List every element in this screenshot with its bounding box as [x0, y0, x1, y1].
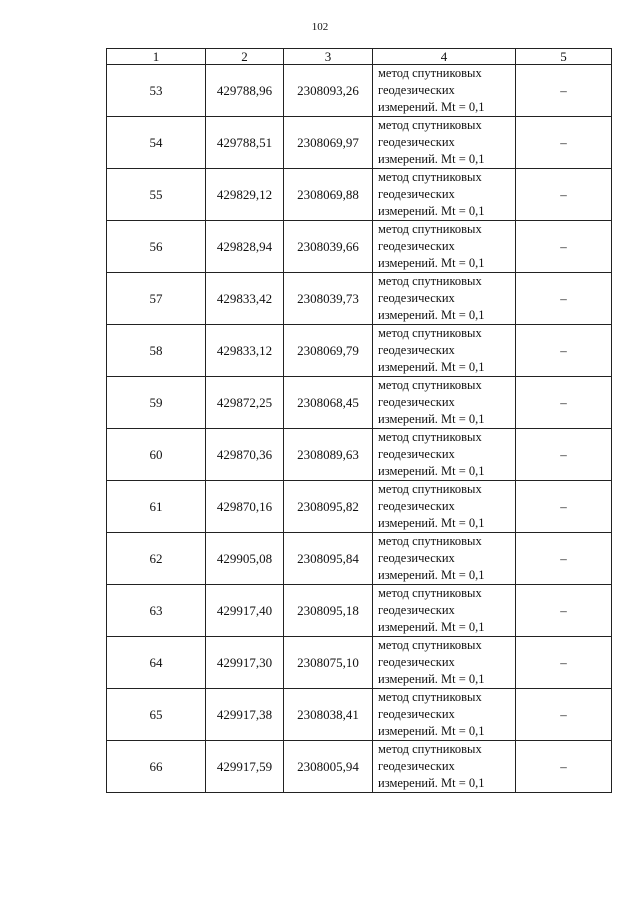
x-coordinate-cell: 429833,12	[206, 325, 284, 377]
y-coordinate-cell: 2308075,10	[284, 637, 373, 689]
point-number-cell: 63	[107, 585, 206, 637]
table-row	[107, 429, 612, 481]
table-row	[107, 273, 612, 325]
method-cell: метод спутниковых геодезических измерений. Mt = 0,1	[373, 65, 516, 117]
point-number-cell: 60	[107, 429, 206, 481]
method-cell: метод спутниковых геодезических измерений. Mt = 0,1	[373, 741, 516, 793]
note-cell: –	[516, 377, 612, 429]
note-cell: –	[516, 689, 612, 741]
x-coordinate-cell: 429833,42	[206, 273, 284, 325]
method-cell: метод спутниковых геодезических измерений. Mt = 0,1	[373, 481, 516, 533]
note-cell: –	[516, 325, 612, 377]
method-cell: метод спутниковых геодезических измерений. Mt = 0,1	[373, 429, 516, 481]
table-row	[107, 741, 612, 793]
x-coordinate-cell: 429788,96	[206, 65, 284, 117]
note-cell: –	[516, 637, 612, 689]
point-number-cell: 56	[107, 221, 206, 273]
x-coordinate-cell: 429917,30	[206, 637, 284, 689]
y-coordinate-cell: 2308095,82	[284, 481, 373, 533]
point-number-cell: 58	[107, 325, 206, 377]
y-coordinate-cell: 2308068,45	[284, 377, 373, 429]
x-coordinate-cell: 429917,59	[206, 741, 284, 793]
method-cell: метод спутниковых геодезических измерений. Mt = 0,1	[373, 273, 516, 325]
column-header: 2	[206, 49, 284, 65]
table-row	[107, 481, 612, 533]
method-cell: метод спутниковых геодезических измерений. Mt = 0,1	[373, 169, 516, 221]
y-coordinate-cell: 2308038,41	[284, 689, 373, 741]
x-coordinate-cell: 429829,12	[206, 169, 284, 221]
method-cell: метод спутниковых геодезических измерений. Mt = 0,1	[373, 689, 516, 741]
table-row	[107, 117, 612, 169]
column-header: 3	[284, 49, 373, 65]
x-coordinate-cell: 429872,25	[206, 377, 284, 429]
point-number-cell: 64	[107, 637, 206, 689]
method-cell: метод спутниковых геодезических измерений. Mt = 0,1	[373, 117, 516, 169]
point-number-cell: 55	[107, 169, 206, 221]
table-header-row	[107, 49, 612, 65]
column-header: 4	[373, 49, 516, 65]
method-cell: метод спутниковых геодезических измерений. Mt = 0,1	[373, 585, 516, 637]
note-cell: –	[516, 169, 612, 221]
method-cell: метод спутниковых геодезических измерений. Mt = 0,1	[373, 325, 516, 377]
method-cell: метод спутниковых геодезических измерений. Mt = 0,1	[373, 637, 516, 689]
table-row	[107, 637, 612, 689]
y-coordinate-cell: 2308005,94	[284, 741, 373, 793]
y-coordinate-cell: 2308069,97	[284, 117, 373, 169]
x-coordinate-cell: 429870,36	[206, 429, 284, 481]
x-coordinate-cell: 429905,08	[206, 533, 284, 585]
method-cell: метод спутниковых геодезических измерений. Mt = 0,1	[373, 533, 516, 585]
table-row	[107, 533, 612, 585]
y-coordinate-cell: 2308089,63	[284, 429, 373, 481]
column-header: 5	[516, 49, 612, 65]
point-number-cell: 53	[107, 65, 206, 117]
point-number-cell: 59	[107, 377, 206, 429]
x-coordinate-cell: 429870,16	[206, 481, 284, 533]
table-row	[107, 65, 612, 117]
y-coordinate-cell: 2308095,84	[284, 533, 373, 585]
point-number-cell: 66	[107, 741, 206, 793]
point-number-cell: 62	[107, 533, 206, 585]
table-row	[107, 377, 612, 429]
method-cell: метод спутниковых геодезических измерений. Mt = 0,1	[373, 221, 516, 273]
y-coordinate-cell: 2308069,79	[284, 325, 373, 377]
note-cell: –	[516, 273, 612, 325]
page-number: 102	[311, 21, 329, 33]
note-cell: –	[516, 429, 612, 481]
table-body	[107, 65, 612, 793]
x-coordinate-cell: 429917,40	[206, 585, 284, 637]
table-row	[107, 585, 612, 637]
y-coordinate-cell: 2308095,18	[284, 585, 373, 637]
y-coordinate-cell: 2308039,73	[284, 273, 373, 325]
method-cell: метод спутниковых геодезических измерений. Mt = 0,1	[373, 377, 516, 429]
table-row	[107, 221, 612, 273]
note-cell: –	[516, 741, 612, 793]
note-cell: –	[516, 533, 612, 585]
point-number-cell: 65	[107, 689, 206, 741]
y-coordinate-cell: 2308093,26	[284, 65, 373, 117]
point-number-cell: 61	[107, 481, 206, 533]
x-coordinate-cell: 429788,51	[206, 117, 284, 169]
table-row	[107, 325, 612, 377]
y-coordinate-cell: 2308039,66	[284, 221, 373, 273]
coordinates-table	[106, 48, 612, 793]
note-cell: –	[516, 65, 612, 117]
note-cell: –	[516, 585, 612, 637]
column-header: 1	[107, 49, 206, 65]
point-number-cell: 57	[107, 273, 206, 325]
note-cell: –	[516, 481, 612, 533]
table-row	[107, 689, 612, 741]
x-coordinate-cell: 429828,94	[206, 221, 284, 273]
note-cell: –	[516, 117, 612, 169]
x-coordinate-cell: 429917,38	[206, 689, 284, 741]
table-row	[107, 169, 612, 221]
note-cell: –	[516, 221, 612, 273]
y-coordinate-cell: 2308069,88	[284, 169, 373, 221]
point-number-cell: 54	[107, 117, 206, 169]
